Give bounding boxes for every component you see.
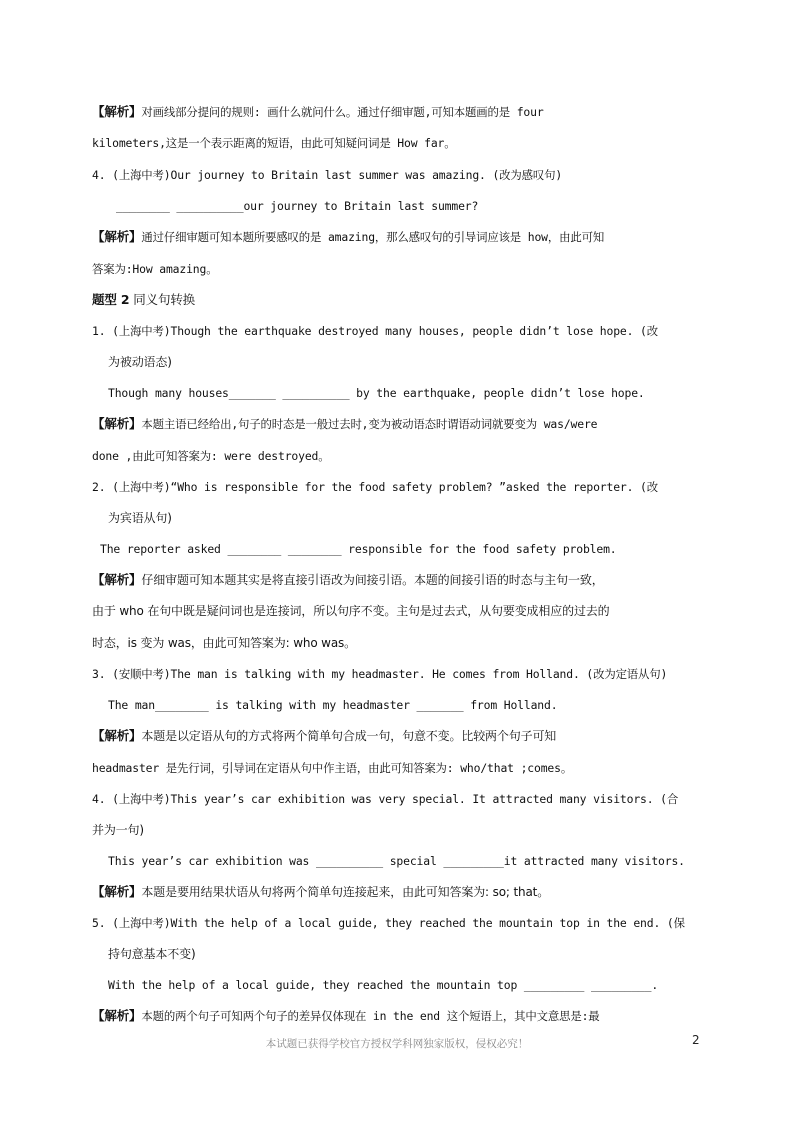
text-line: The man________ is talking with my headmaster _______ from Holland. <box>108 698 558 712</box>
page-number: 2 <box>692 1033 700 1047</box>
text-line: done ,由此可知答案为: were destroyed。 <box>92 449 330 463</box>
text-line: kilometers,这是一个表示距离的短语，由此可知疑问词是 How far。 <box>92 136 456 150</box>
text-line: 答案为:How amazing。 <box>92 262 218 276</box>
text-line: ________ __________our journey to Britain last summer? <box>116 199 479 213</box>
text-line: 2. (上海中考)“Who is responsible for the food safety problem? ”asked the reporter. (改 <box>92 480 658 494</box>
text-line: 持句意基本不变) <box>108 947 196 961</box>
text-line: headmaster 是先行词，引导词在定语从句中作主语，由此可知答案为: who/that ;comes。 <box>92 761 573 775</box>
section-heading: 题型 2 同义句转换 <box>92 292 196 307</box>
text-line: 3. (安顺中考)The man is talking with my headmaster. He comes from Holland. (改为定语从句) <box>92 667 668 681</box>
text-line: 【解析】本题主语已经给出,句子的时态是一般过去时,变为被动语态时谓语动词就要变为 was/were <box>92 416 598 431</box>
text-line: With the help of a local guide, they reached the mountain top _________ _________. <box>108 978 659 992</box>
text-line: 1. (上海中考)Though the earthquake destroyed many houses, people didn’t lose hope. (改 <box>92 324 658 338</box>
text-line: 【解析】本题是以定语从句的方式将两个简单句合成一句，句意不变。比较两个句子可知 <box>92 728 557 743</box>
text-line: This year’s car exhibition was __________ special _________it attracted many visitors. <box>108 854 685 868</box>
text-line: 由于 who 在句中既是疑问词也是连接词，所以句序不变。主句是过去式，从句要变成相应的过去的 <box>92 604 610 618</box>
text-line: 【解析】本题是要用结果状语从句将两个简单句连接起来，由此可知答案为: so; that。 <box>92 884 550 899</box>
text-line: 【解析】通过仔细审题可知本题所要感叹的是 amazing，那么感叹句的引导词应该是 how，由此可知 <box>92 229 605 244</box>
text-line: 4. (上海中考)Our journey to Britain last summer was amazing. (改为感叹句) <box>92 168 563 182</box>
text-line: 4. (上海中考)This year’s car exhibition was very special. It attracted many visitors. (合 <box>92 792 679 806</box>
copyright-footer: 本试题已获得学校官方授权学科网独家版权，侵权必究！ <box>265 1038 529 1050</box>
text-line: 【解析】对画线部分提问的规则: 画什么就问什么。通过仔细审题,可知本题画的是 four <box>92 104 544 119</box>
text-line: Though many houses_______ __________ by the earthquake, people didn’t lose hope. <box>108 386 645 400</box>
text-line: 【解析】仔细审题可知本题其实是将直接引语改为间接引语。本题的间接引语的时态与主句一致， <box>92 572 604 587</box>
text-line: 【解析】本题的两个句子可知两个句子的差异仅体现在 in the end 这个短语上，其中文意思是:最 <box>92 1008 600 1023</box>
text-line: 时态，is 变为 was，由此可知答案为: who was。 <box>92 636 356 650</box>
text-line: The reporter asked ________ ________ responsible for the food safety problem. <box>100 542 617 556</box>
text-line: 为被动语态) <box>108 355 172 369</box>
text-line: 并为一句) <box>92 823 144 837</box>
text-line: 5. (上海中考)With the help of a local guide, they reached the mountain top in the end. (保 <box>92 916 685 930</box>
text-line: 为宾语从句) <box>108 511 172 525</box>
